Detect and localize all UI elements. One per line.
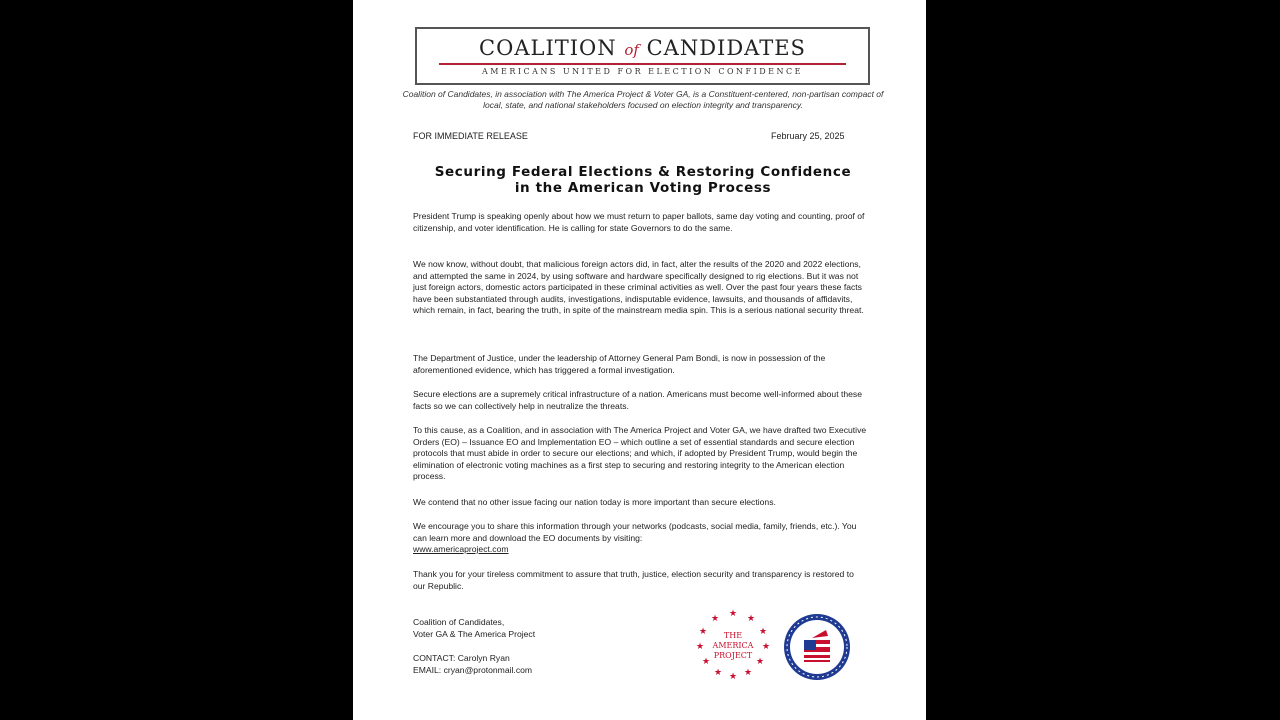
america-project-logo [697, 608, 769, 680]
logo-text-america: AMERICA [712, 641, 754, 650]
svg-text:★: ★ [710, 614, 720, 624]
coalition-logo-banner [415, 27, 870, 85]
paragraph-7 [413, 521, 868, 556]
document-page [353, 0, 926, 720]
signature-line-2: Voter GA & The America Project [413, 629, 536, 639]
paragraph-4: Secure elections are a supremely critical infrastructure of a nation. Americans must become well-informed about these facts so we can collectively help in neutralize the threats. [413, 389, 862, 411]
svg-text:★: ★ [728, 609, 738, 619]
voter-ga-logo [782, 612, 852, 682]
banner-subtitle: AMERICANS UNITED FOR ELECTION CONFIDENCE [482, 67, 803, 76]
svg-text:★: ★ [758, 627, 768, 637]
svg-text:★: ★ [695, 642, 705, 652]
headline-line-1: Securing Federal Elections & Restoring Confidence [434, 164, 852, 180]
banner-title-right: CANDIDATES [646, 36, 806, 60]
paragraph-1: President Trump is speaking openly about how we must return to paper ballots, same day voting and counting, proof of citizenship, and voter identification. He is calling for state Governors to do the same. [413, 211, 865, 233]
contact-name: CONTACT: Carolyn Ryan [413, 653, 510, 663]
svg-text:★: ★ [698, 627, 708, 637]
paragraph-7-text: We encourage you to share this information through your networks (podcasts, social media, family, friends, etc.). You can learn more and download the EO documents by visiting: [413, 521, 857, 543]
paragraph-5: To this cause, as a Coalition, and in association with The America Project and Voter GA, we have drafted two Executive Orders (EO) – Issuance EO and Implementation EO – which outline a set of essential standards and secure election protocols that must abide in order to secure our elections; and which, if adopted by President Trump, would begin the elimination of electronic voting machines as a first step to securing and restoring integrity to the American election process. [413, 425, 867, 481]
headline-line-2: in the American Voting Process [514, 180, 772, 196]
america-project-link[interactable]: www.americaproject.com [413, 544, 509, 554]
svg-text:★: ★ [746, 614, 756, 624]
paragraph-6: We contend that no other issue facing our nation today is more important than secure elections. [413, 497, 776, 507]
logo-text-project: PROJECT [713, 651, 753, 660]
headline [393, 164, 893, 196]
svg-text:★: ★ [713, 668, 723, 678]
svg-text:★: ★ [728, 672, 738, 682]
banner-title-connector: of [624, 41, 639, 59]
svg-text:★: ★ [761, 642, 771, 652]
banner-title [417, 36, 868, 60]
svg-text:★: ★ [743, 668, 753, 678]
release-date: February 25, 2025 [771, 131, 845, 141]
logo-text-the: THE [723, 631, 743, 640]
paragraph-2: We now know, without doubt, that malicious foreign actors did, in fact, alter the results of the 2020 and 2022 elections, and attempted the same in 2024, by using software and hardware specifically designed to rig elections. But it was not just foreign actors, domestic actors participated in these criminal activities as well. Over the past four years these facts have been substantiated through audits, investigations, indisputable evidence, lawsuits, and thousands of affidavits, which remain, in fact, bearing the truth, in spite of the mainstream media spin. This is a serious national security threat. [413, 259, 864, 315]
banner-rule [439, 63, 846, 65]
release-label: FOR IMMEDIATE RELEASE [413, 131, 528, 141]
paragraph-8: Thank you for your tireless commitment to assure that truth, justice, election security and transparency is restored to our Republic. [413, 569, 854, 591]
signature-line-1: Coalition of Candidates, [413, 617, 505, 627]
contact-email: EMAIL: cryan@protonmail.com [413, 665, 533, 675]
svg-text:★: ★ [755, 657, 765, 667]
svg-text:★: ★ [701, 657, 711, 667]
intro-statement: Coalition of Candidates, in association with The America Project & Voter GA, is a Constituent-centered, non-partisan compact of local, state, and national stakeholders focused on election integrity and transparency. [402, 89, 884, 110]
paragraph-3: The Department of Justice, under the leadership of Attorney General Pam Bondi, is now in possession of the aforementioned evidence, which has triggered a formal investigation. [413, 353, 826, 375]
banner-title-left: COALITION [479, 36, 617, 60]
